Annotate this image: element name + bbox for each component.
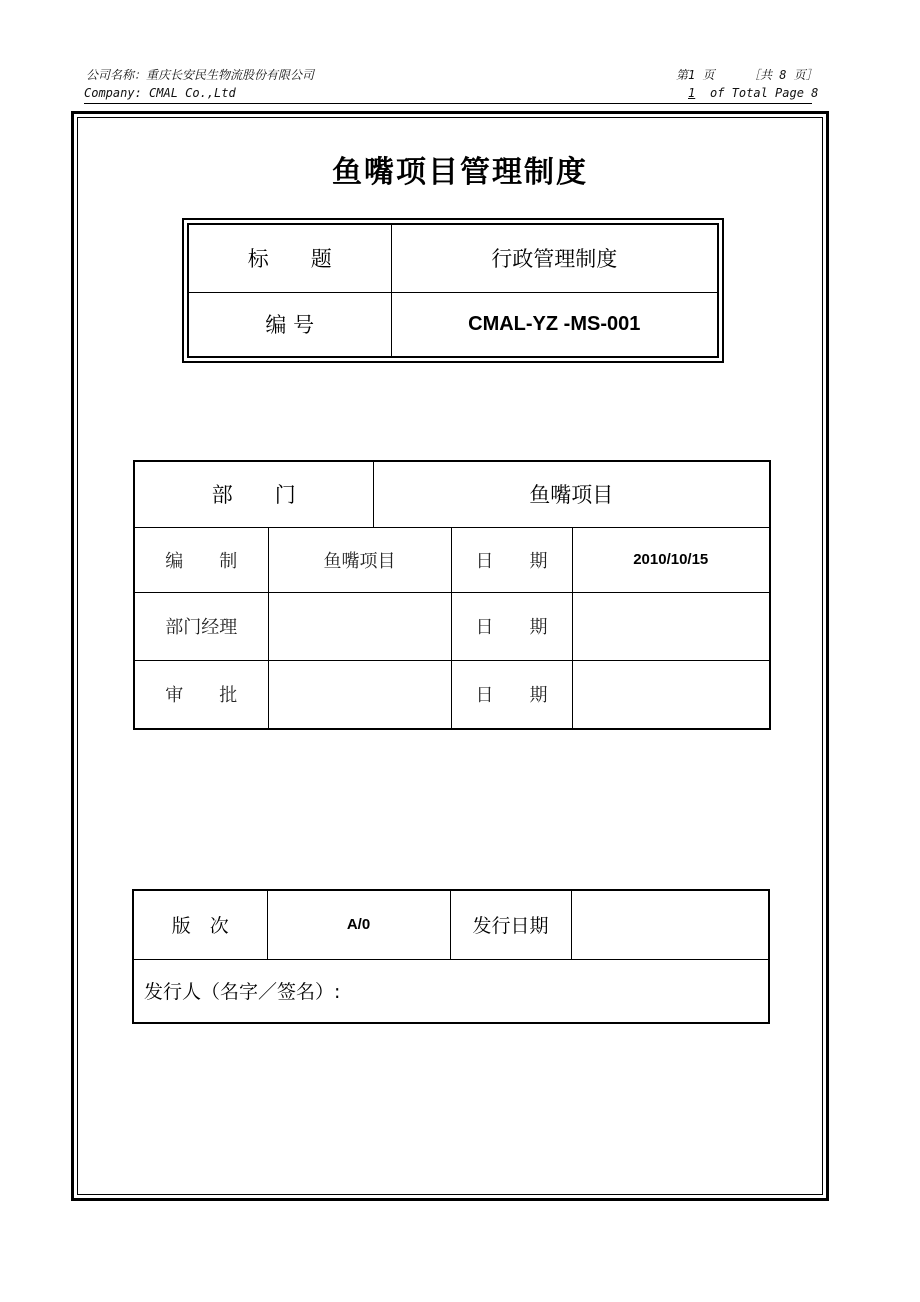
page-number-en: 1 [688,86,696,100]
table-row [134,592,770,660]
manager-value [268,592,451,660]
table-row [134,527,770,592]
company-name-cn: 公司名称：重庆长安民生物流股份有限公司 [86,68,315,82]
prepared-by-label: 编 制 [134,527,268,592]
table-row [134,660,770,729]
info-table [187,223,719,358]
page-total-cn: ［共 8 页］ [748,68,818,82]
page-number-cn: 第1 页 [676,68,715,82]
department-label: 部 门 [134,461,373,527]
title-label: 标 题 [188,224,391,292]
document-title: 鱼嘴项目管理制度 [332,155,588,190]
company-name-en: Company: CMAL Co.,Ltd [84,86,236,100]
date-label: 日 期 [451,527,572,592]
title-value: 行政管理制度 [391,224,718,292]
version-value: A/0 [267,890,450,959]
code-value: CMAL-YZ -MS-001 [391,292,718,357]
date-label: 日 期 [451,592,572,660]
date-label: 日 期 [451,660,572,729]
department-value: 鱼嘴项目 [373,461,770,527]
issuer-label: 发行人（名字／签名）: [133,959,769,1023]
info-table-frame [182,218,724,363]
issue-date-value [571,890,769,959]
code-label: 编 号 [188,292,391,357]
version-label: 版 次 [133,890,267,959]
page-total-en: of Total Page 8 [710,86,819,100]
approval-label: 审 批 [134,660,268,729]
version-table [132,889,770,1024]
date-value [572,660,770,729]
approval-table [133,460,771,730]
date-value [572,592,770,660]
issue-date-label: 发行日期 [450,890,571,959]
manager-label: 部门经理 [134,592,268,660]
prepared-by-value: 鱼嘴项目 [268,527,451,592]
date-value: 2010/10/15 [572,527,770,592]
header-rule [84,103,812,104]
approval-value [268,660,451,729]
